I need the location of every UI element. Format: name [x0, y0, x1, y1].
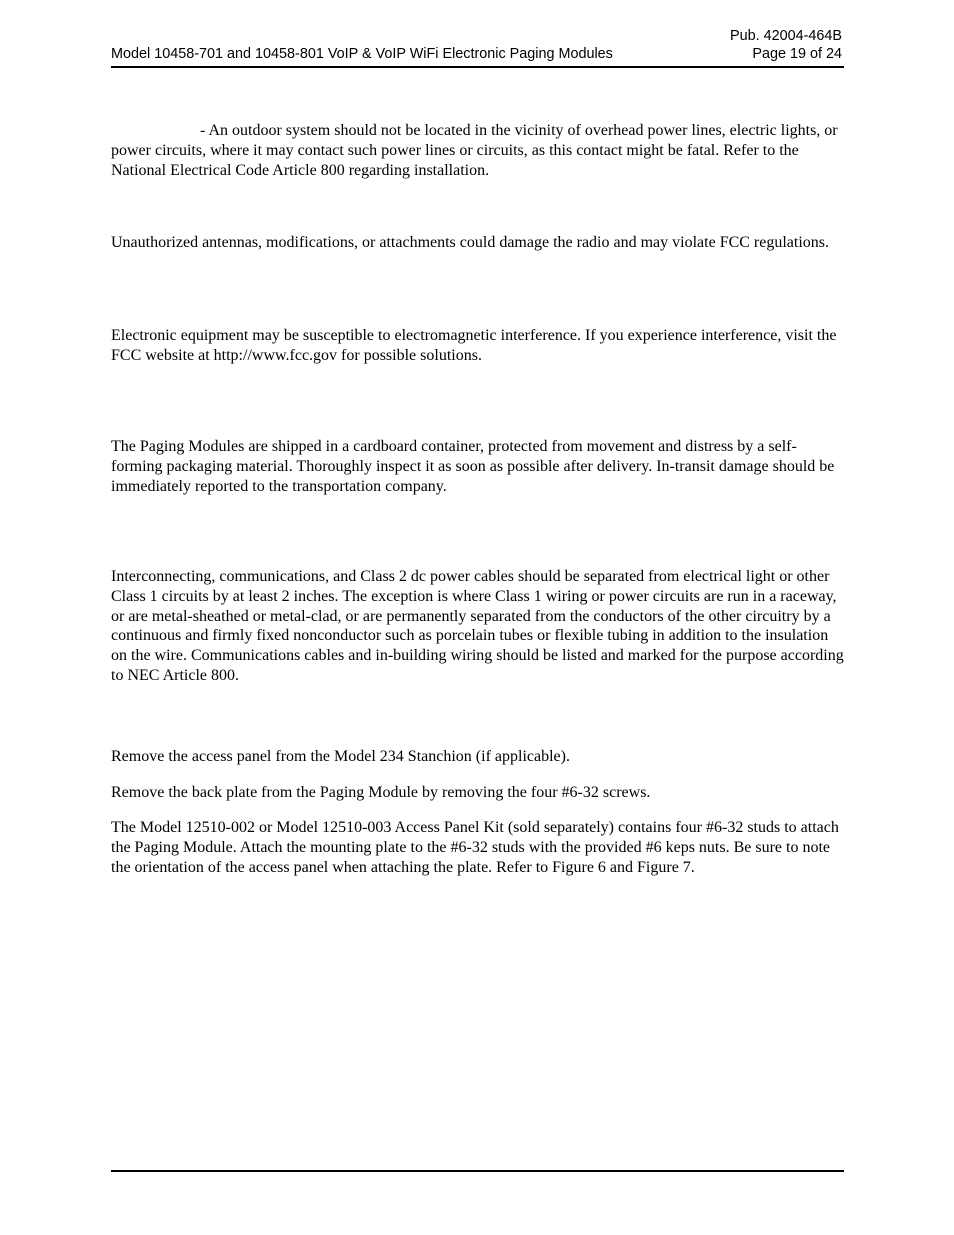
document-title: Model 10458-701 and 10458-801 VoIP & VoIP WiFi Electronic Paging Modules [111, 46, 613, 62]
outdoor-warning-paragraph: - An outdoor system should not be located in the vicinity of overhead power lines, electric lights, or power circuits, where it may contact such power lines or circuits, as this contact might be fatal. Refer to the National Electrical Code Article 800 regarding installation. [111, 122, 838, 179]
page-header [111, 26, 844, 68]
install-step-1: Remove the access panel from the Model 234 Stanchion (if applicable). [111, 748, 570, 765]
fcc-antenna-paragraph: Unauthorized antennas, modifications, or attachments could damage the radio and may violate FCC regulations. [111, 234, 830, 251]
install-step-3: The Model 12510-002 or Model 12510-003 Access Panel Kit (sold separately) contains four #6-32 studs to attach the Paging Module. Attach the mounting plate to the #6-32 studs with the provided #6 keps nuts. Be sure to note the orientation of the access panel when attaching the plate. Refer to Figure 6 and Figure 7. [111, 819, 839, 876]
publication-number: Pub. 42004-464B [729, 28, 842, 44]
page-number: Page 19 of 24 [752, 46, 842, 62]
shipping-paragraph: The Paging Modules are shipped in a cardboard container, protected from movement and distress by a self-forming packaging material. Thoroughly inspect it as soon as possible after delivery. In-transit damage should be immediately reported to the transportation company. [111, 438, 835, 495]
footer-rule [111, 1170, 844, 1172]
cable-separation-paragraph: Interconnecting, communications, and Class 2 dc power cables should be separated from electrical light or other Class 1 circuits by at least 2 inches. The exception is where Class 1 wiring or power circuits are run in a raceway, or are metal-sheathed or metal-clad, or are permanently separated from the conductors of the other circuitry by a continuous and firmly fixed nonconductor such as porcelain tubes or flexible tubing in addition to the insulation on the wire. Communications cables and in-building wiring should be listed and marked for the purpose according to NEC Article 800. [111, 568, 844, 684]
install-step-2: Remove the back plate from the Paging Module by removing the four #6-32 screws. [111, 784, 651, 801]
emi-paragraph: Electronic equipment may be susceptible to electromagnetic interference. If you experience interference, visit the FCC website at http://www.fcc.gov for possible solutions. [111, 327, 837, 364]
